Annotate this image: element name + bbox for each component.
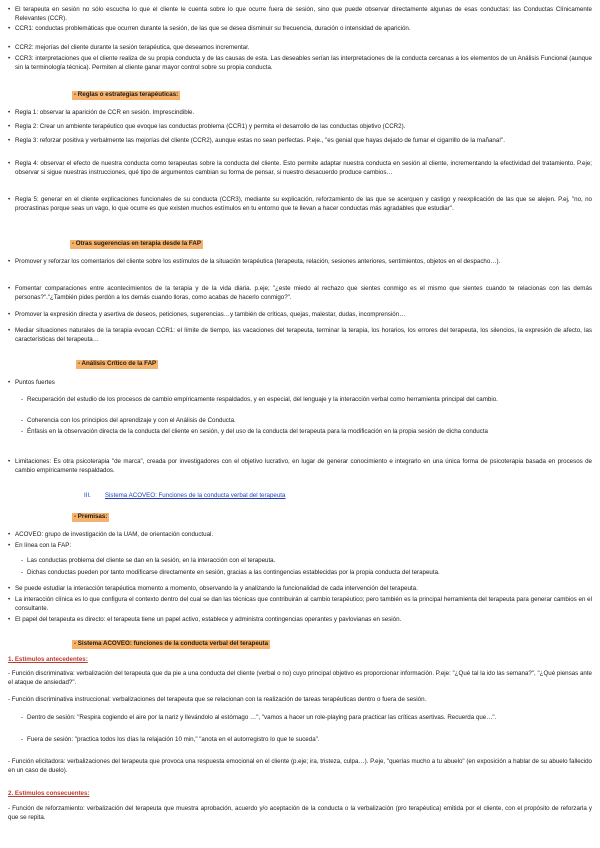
bullet-regla-2: • Regla 2: Crear un ambiente terapéutico que evoque las conductas problema (CCR1) y permita el desarrollo de las conductas objetivo (CCR2). xyxy=(8,123,592,132)
bullet-otras-3: • Promover la expresión directa y asertiva de deseos, peticiones, sugerencias…y también de críticas, quejas, malestar, dudas, incomprensión… xyxy=(8,311,592,320)
para-funcion-elicitadora: - Función elicitadora: verbalizaciones del terapeuta que provoca una respuesta emocional en el cliente (p.eje; ira, tristeza, culpa…). P.eje, "querías mucho a tu abuelo" (en exposición a hablar de su abuelo fallecido en un caso de duelo). xyxy=(8,758,592,774)
sub-premisa-1: - Las conductas problema del cliente se dan en la sesión, en la interacción con el terapeuta. xyxy=(21,557,592,566)
heading-analisis-critico: - Análisis Crítico de la FAP xyxy=(78,360,157,367)
sub-fuerte-1: - Recuperación del estudio de los procesos de cambio empíricamente respaldados, y en especial, del lenguaje y la interacción verbal como herramienta principal del cambio. xyxy=(21,396,592,405)
bullet-ccr-intro: • El terapeuta en sesión no sólo escucha lo que el cliente le cuenta sobre lo que ocurre fuera de sesión, sino que puede observar directamente algunas de esas conductas: las Conductas Clínicamente Relevantes (CCR). xyxy=(8,6,592,23)
bullet-ccr1: • CCR1: conductas problemáticas que ocurren durante la sesión, de las que se desea disminuir su frecuencia, duración o intensidad de aparición. xyxy=(8,25,592,34)
sub-fuerte-2: - Coherencia con los principios del aprendizaje y con el Análisis de Conducta. xyxy=(21,417,592,426)
bullet-puntos-fuertes: • Puntos fuertes xyxy=(8,379,592,388)
section-title: Sistema ACOVEO: Funciones de la conducta verbal del terapeuta xyxy=(104,492,286,499)
bullet-premisa-2: • En línea con la FAP: xyxy=(8,542,592,551)
bullet-ccr3: • CCR3: interpretaciones que el cliente realiza de su propia conducta y de las causas de esta. Las deseables serían las interpretaciones de la conducta cercanas a los elementos de un Análisis Funcional (aunque sin la terminología técnica). Permiten al cliente ganar mayor control sobre su propia conducta. xyxy=(8,55,592,72)
sub-dentro-de-sesion: - Dentro de sesión: "Respira cogiendo el aire por la nariz y llevándolo al estómago …", "vamos a hacer un role-playing para practicar las críticas asertivas. Recuerda que…". xyxy=(21,714,592,723)
heading-reglas: - Reglas o estrategias terapéuticas: xyxy=(74,91,179,98)
heading-sistema-acoveo: - Sistema ACOVEO: funciones de la conducta verbal del terapeuta xyxy=(74,640,269,647)
sub-premisa-2: - Dichas conductas pueden por tanto modificarse directamente en sesión, gracias a las contingencias establecidas por la propia conducta del terapeuta. xyxy=(21,569,592,578)
bullet-otras-2: • Fomentar comparaciones entre acontecimientos de la terapia y de la vida diaria. p.eje; "¿este miedo al rechazo que sientes conmigo es el mismo que sientes cuando te relacionas con las demás personas?"."¿También pides perdón a los demás cuando lloras, como acabas de hacerlo conmigo?". xyxy=(8,285,592,302)
section-iii-heading xyxy=(84,492,285,501)
para-funcion-instruccional: - Función discriminativa instruccional: verbalizaciones del terapeuta que se relacionan con la realización de tareas terapéuticas dentro o fuera de sesión. xyxy=(8,696,427,703)
heading-estimulos-consecuentes: 2. Estímulos consecuentes: xyxy=(8,790,90,797)
para-funcion-discriminativa: - Función discriminativa: verbalización del terapeuta que da pie a una conducta del cliente (verbal o no) cuyo principal objetivo es proporcionar información. P.eje: "¿Qué tal la ido las semana?", "¿Qué piensas ante el ataque de ansiedad?". xyxy=(8,670,592,686)
bullet-regla-5: • Regla 5: generar en el cliente explicaciones funcionales de su conducta (CCR3), mediante su explicación, reforzamiento de las que se acerquen y castigo y reexplicación de las que se alejen. P.ej, "no, no procrastinas porque seas un vago, lo que ocurre es que existen muchos estímulos en tu entorno que te llevan a hacer conductas más agradables que estudiar". xyxy=(8,196,592,213)
bullet-regla-3: • Regla 3: reforzar positiva y verbalmente las mejorías del cliente (CCR2), aunque estas no sean perfectas. P.eje., "es genial que hayas dejado de fumar el cigarrillo de la mañana!". xyxy=(8,137,592,146)
heading-otras-sugerencias: - Otras sugerencias en terapia desde la FAP xyxy=(72,240,201,247)
heading-premisas: - Premisas: xyxy=(74,513,108,520)
section-number: III. xyxy=(84,492,91,499)
para-funcion-reforzamiento: - Función de reforzamiento: verbalización del terapeuta que muestra aprobación, acuerdo y/o aceptación de la conducta o la verbalización (pro terapéutica) emitida por el cliente, con el propósito de reforzarla y que se repita. xyxy=(8,805,592,821)
bullet-premisa-1: • ACOVEO: grupo de investigación de la UAM, de orientación conductual. xyxy=(8,531,592,540)
bullet-regla-4: • Regla 4: observar el efecto de nuestra conducta como terapeutas sobre la conducta del cliente. Esto permite adaptar nuestra conducta en sesión al cliente, incrementando la efectividad del tratamiento. P.eje; observar si sigue nuestras instrucciones, qué tipo de argumentos cambian su forma de pensar, si nuestro desacuerdo produce cambios… xyxy=(8,160,592,177)
bullet-premisa-3: • Se puede estudiar la interacción terapéutica momento a momento, observando la y analizando la funcionalidad de cada intervención del terapeuta. xyxy=(8,585,592,594)
heading-estimulos-antecedentes: 1. Estímulos antecedentes: xyxy=(8,656,88,663)
bullet-premisa-5: • El papel del terapeuta es directo: el terapeuta tiene un papel activo, establece y administra contingencias operantes y pavlovianas en sesión. xyxy=(8,616,592,625)
bullet-ccr2: • CCR2: mejorías del cliente durante la sesión terapéutica, que deseamos incrementar. xyxy=(8,44,592,53)
sub-fuera-de-sesion: - Fuera de sesión: "practica todos los días la relajación 10 min," "anota en el autorregistro lo que te suceda". xyxy=(21,736,592,745)
bullet-regla-1: • Regla 1: observar la aparición de CCR en sesión. Imprescindible. xyxy=(8,109,592,118)
bullet-limitaciones: • Limitaciones: Es otra psicoterapia "de marca", creada por investigadores con el objetivo lucrativo, en lugar de generar conocimiento e integrarlo en una única forma de psicoterapia basada en procesos de cambio empíricamente respaldados. xyxy=(8,458,592,475)
bullet-premisa-4: • La interacción clínica es lo que configura el contexto dentro del cual se dan las técnicas que contribuirán al cambio terapéutico; pero también es la principal herramienta del terapeuta para generar cambios en el consultante. xyxy=(8,596,592,613)
bullet-otras-1: • Promover y reforzar los comentarios del cliente sobre los estímulos de la situación terapéutica (terapeuta, relación, sesiones anteriores, sentimientos, objetos en el despacho…). xyxy=(8,258,592,267)
bullet-otras-4: • Mediar situaciones naturales de la terapia evocan CCR1: el límite de tiempo, las vacaciones del terapeuta, terminar la terapia, los horarios, los errores del terapeuta, los silencios, la expresión de afecto, las características del terapeuta… xyxy=(8,327,592,344)
sub-fuerte-3: - Énfasis en la observación directa de la conducta del cliente en sesión, y del uso de la conducta del terapeuta para la modificación en la propia sesión de dicha conducta xyxy=(21,428,592,437)
